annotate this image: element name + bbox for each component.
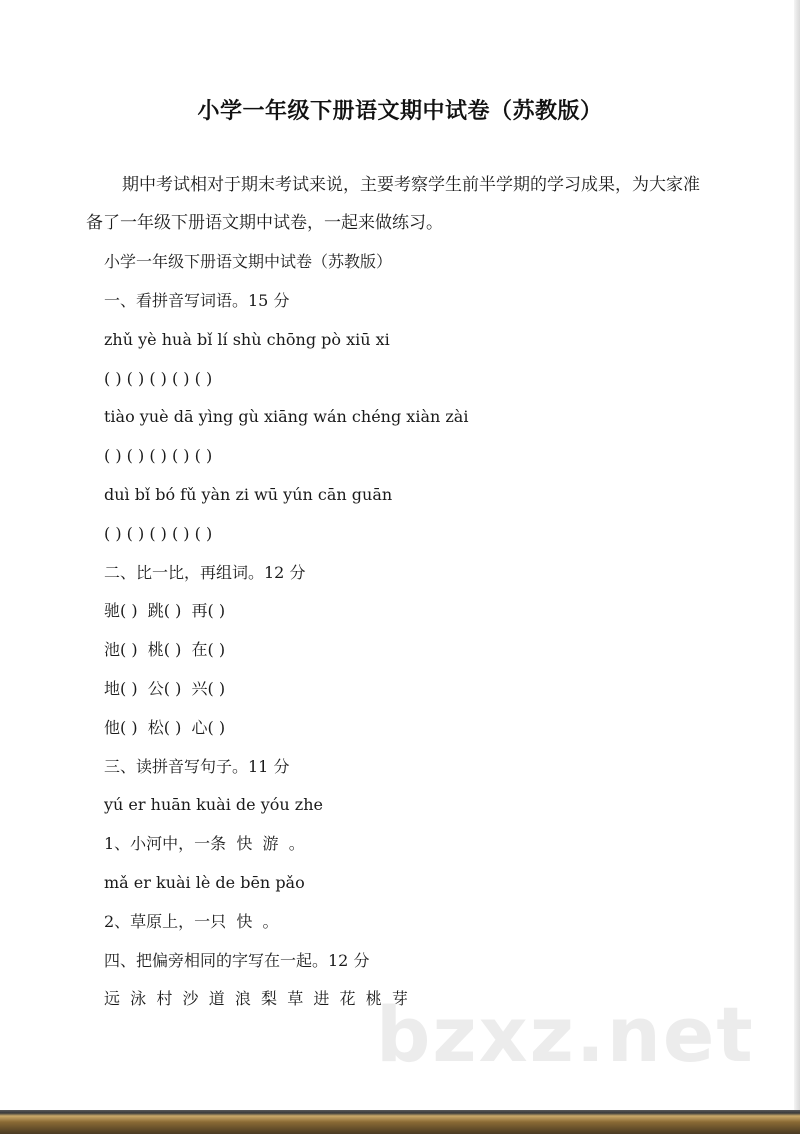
- compare-row-4: 他( ) 松( ) 心( ): [104, 718, 226, 737]
- page-edge-shadow: [794, 0, 800, 1110]
- sentence-pinyin-2: mǎ er kuài lè de bēn pǎo: [104, 873, 305, 892]
- sentence-2: 2、草原上，一只 快 。: [104, 912, 279, 931]
- pinyin-line-2: tiào yuè dā yìng gù xiāng wán chéng xiàn zài: [104, 407, 469, 426]
- page-title: 小学一年级下册语文期中试卷（苏教版）: [197, 99, 603, 124]
- sentence-pinyin-1: yú er huān kuài de yóu zhe: [104, 795, 323, 814]
- section-4-heading: 四、把偏旁相同的字写在一起。12 分: [104, 951, 370, 970]
- pinyin-line-1: zhǔ yè huà bǐ lí shù chōng pò xiū xi: [104, 330, 390, 349]
- blank-parens-3: ( ) ( ) ( ) ( ) ( ): [104, 524, 213, 543]
- section-2-heading: 二、比一比，再组词。12 分: [104, 563, 306, 582]
- intro-paragraph: 期中考试相对于期末考试来说，主要考察学生前半学期的学习成果，为大家准备了一年级下册语文期中试卷，一起来做练习。: [86, 175, 700, 233]
- compare-row-1: 驰( ) 跳( ) 再( ): [104, 601, 226, 620]
- section-3-heading: 三、读拼音写句子。11 分: [104, 757, 290, 776]
- watermark: bzxz.net: [376, 990, 755, 1079]
- bottom-scroll-strip: [0, 1110, 800, 1134]
- character-list: 远 泳 村 沙 道 浪 梨 草 进 花 桃 芽: [104, 989, 408, 1008]
- compare-row-3: 地( ) 公( ) 兴( ): [104, 679, 226, 698]
- sentence-1: 1、小河中，一条 快 游 。: [104, 834, 305, 853]
- pinyin-line-3: duì bǐ bó fǔ yàn zi wū yún cān guān: [104, 485, 393, 504]
- compare-row-2: 池( ) 桃( ) 在( ): [104, 640, 226, 659]
- blank-parens-1: ( ) ( ) ( ) ( ) ( ): [104, 369, 213, 388]
- section-1-heading: 一、看拼音写词语。15 分: [104, 291, 290, 310]
- subtitle-line: 小学一年级下册语文期中试卷（苏教版）: [104, 252, 393, 271]
- blank-parens-2: ( ) ( ) ( ) ( ) ( ): [104, 446, 213, 465]
